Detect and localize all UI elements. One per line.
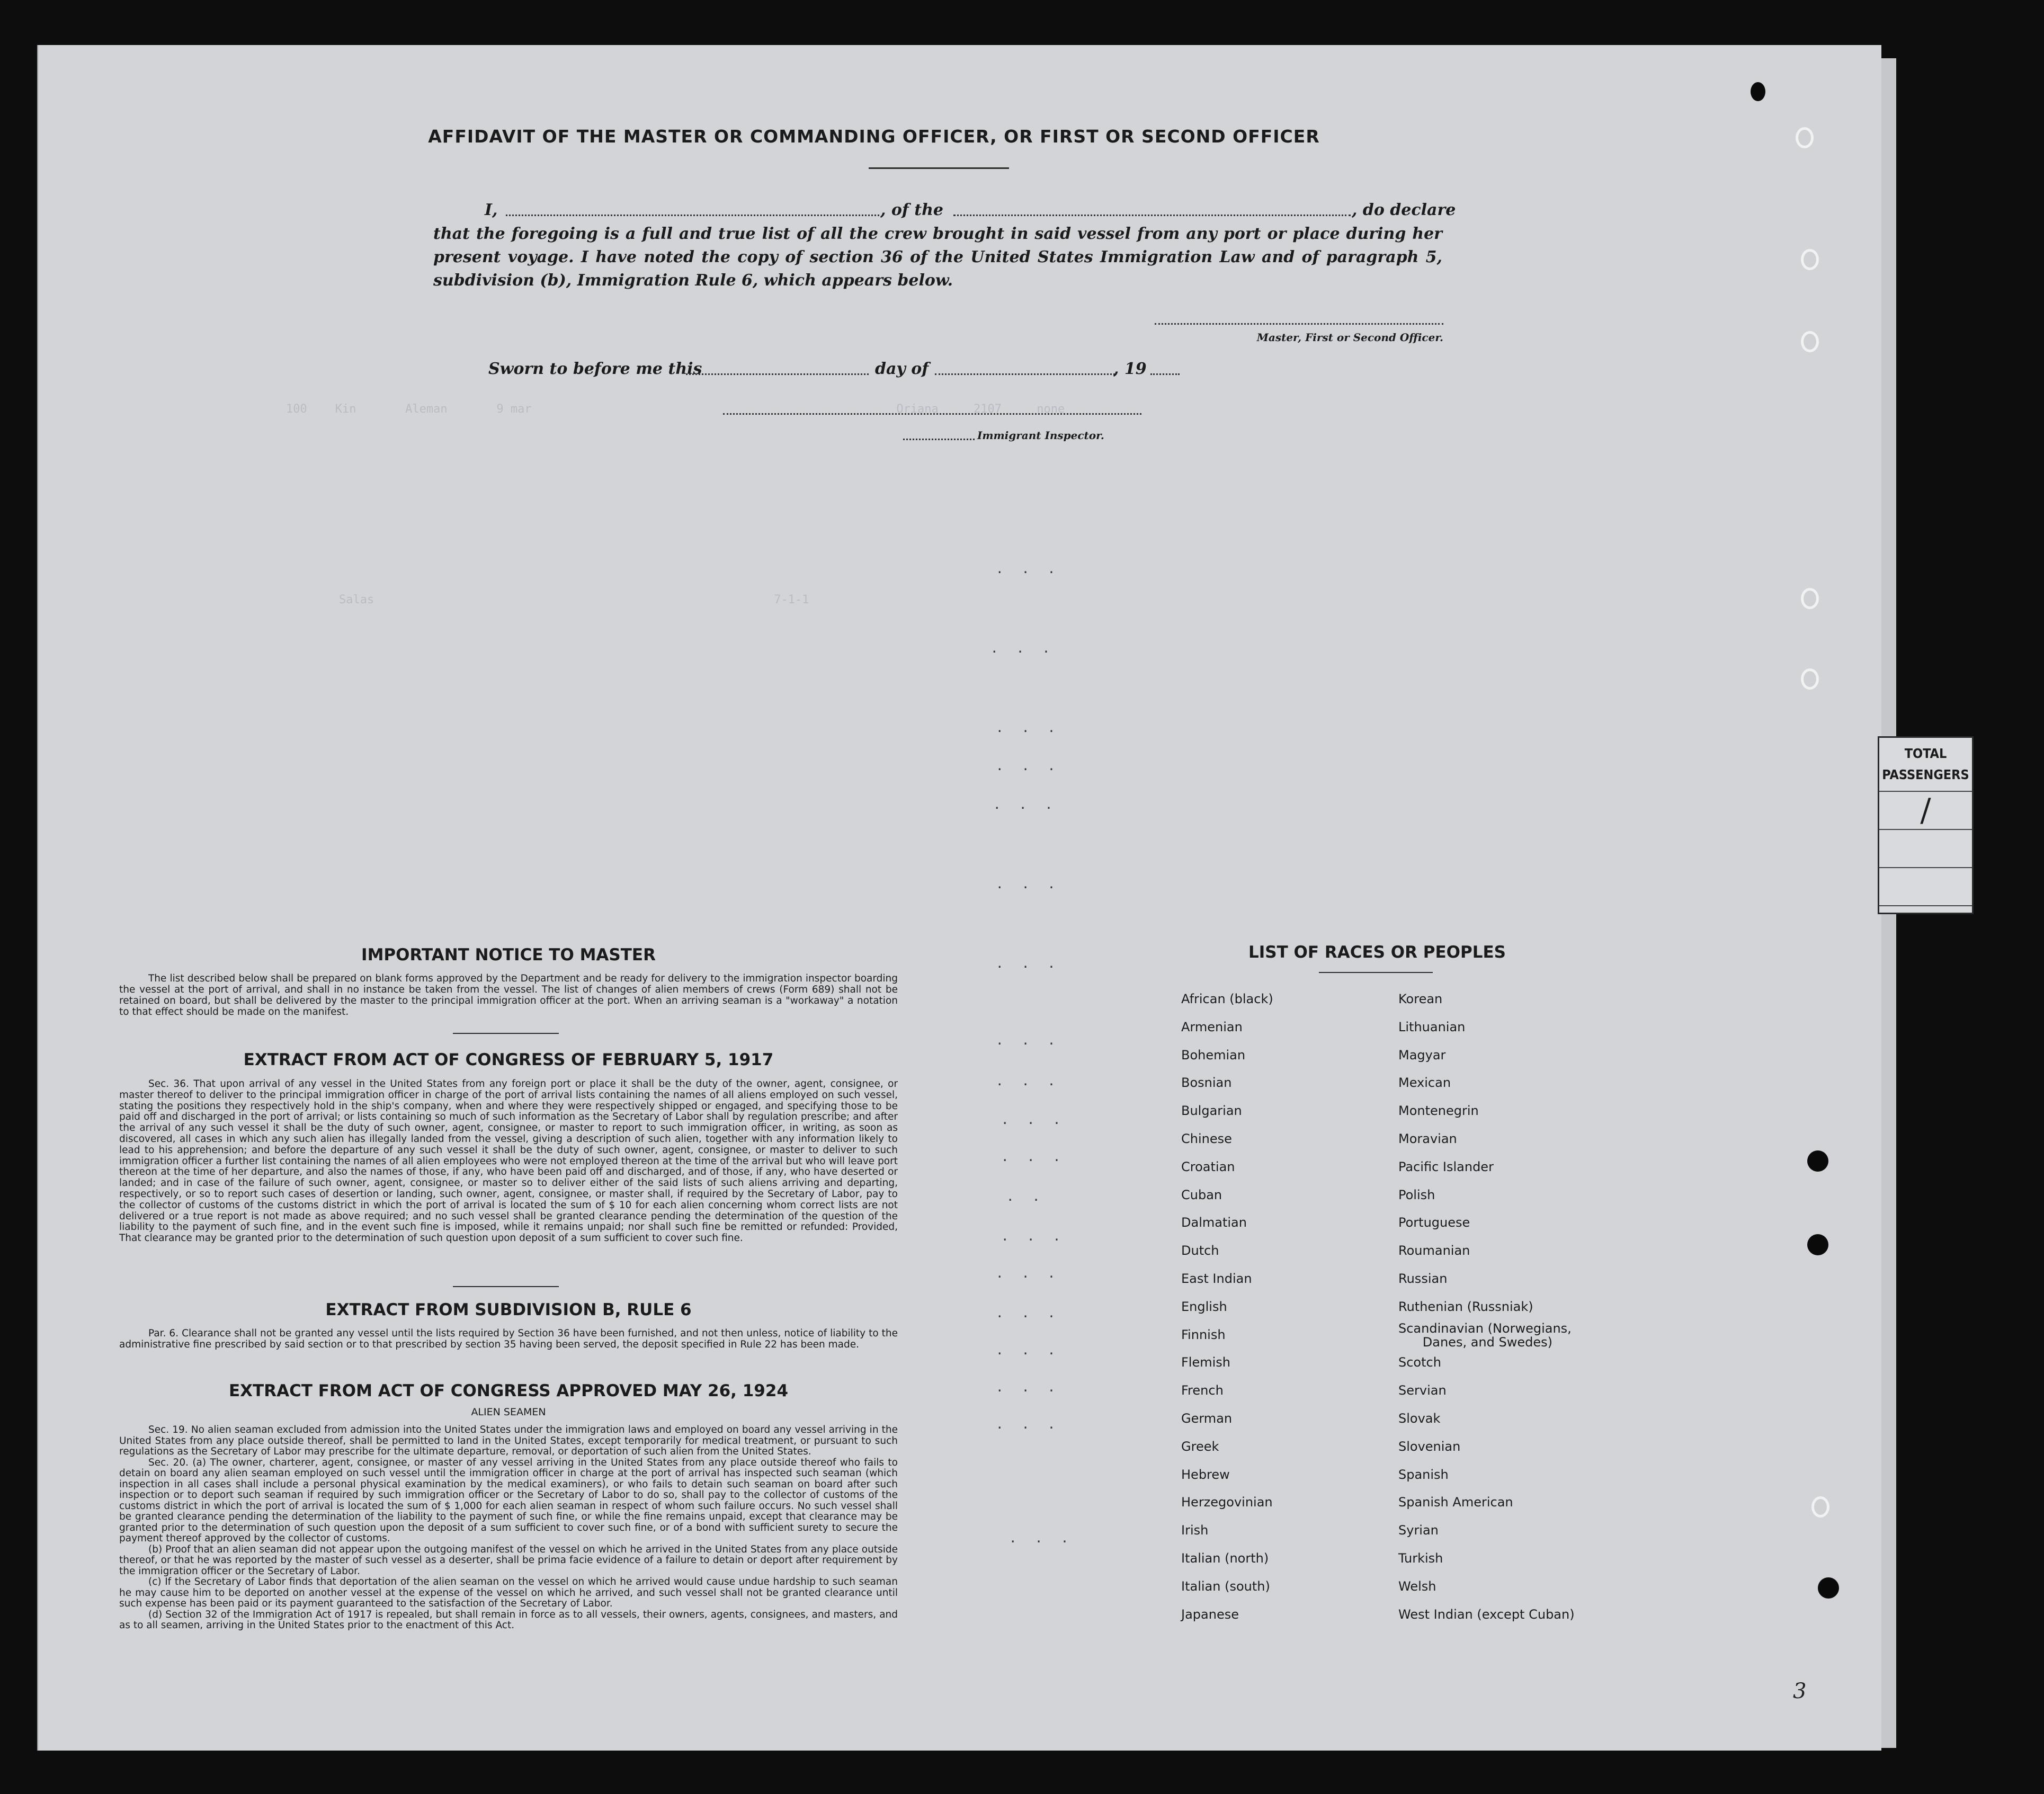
race-item: Roumanian — [1398, 1243, 1470, 1259]
dash-mark: . . . — [993, 797, 1058, 812]
dash-mark: . . . — [996, 956, 1061, 971]
page-number: 3 — [1793, 1679, 1807, 1703]
race-item: Servian — [1398, 1383, 1447, 1398]
race-item: Dutch — [1181, 1243, 1219, 1259]
race-item: Pacific Islander — [1398, 1159, 1494, 1174]
race-item: Polish — [1398, 1187, 1435, 1202]
race-item: Magyar — [1398, 1047, 1446, 1063]
bleed-through: 100 Kin Aleman 9 mar Oriana 2107 none — [286, 403, 1065, 416]
race-item: English — [1181, 1299, 1227, 1314]
section-rule — [453, 1286, 559, 1287]
race-item: Bulgarian — [1181, 1103, 1242, 1119]
race-item: Finnish — [1181, 1327, 1226, 1342]
race-item: Bosnian — [1181, 1075, 1232, 1091]
sec20d-paragraph: (d) Section 32 of the Immigration Act of 1917 is repealed, but shall remain in force as to all vessels, their owners, agents, consignees, and masters, and as to all seamen, arriving in the United States prior to the enactment of this Act. — [119, 1609, 898, 1631]
extract-1924-title: EXTRACT FROM ACT OF CONGRESS APPROVED MAY 26, 1924 — [228, 1381, 789, 1400]
rule6-title: EXTRACT FROM SUBDIVISION B, RULE 6 — [325, 1300, 692, 1319]
races-title: LIST OF RACES OR PEOPLES — [1248, 943, 1506, 962]
tab-cell — [1879, 830, 1972, 868]
binder-hole — [1801, 668, 1819, 690]
vessel-blank[interactable] — [953, 215, 1351, 216]
race-item: French — [1181, 1383, 1224, 1398]
day-of-label: day of — [875, 360, 929, 378]
race-item: Dalmatian — [1181, 1215, 1247, 1230]
extract-1917-body — [119, 1079, 898, 1244]
dash-mark: . . . — [996, 1380, 1061, 1395]
race-item: Italian (south) — [1181, 1578, 1270, 1594]
affidavit-declare: , do declare — [1352, 201, 1456, 219]
race-item: Bohemian — [1181, 1047, 1246, 1063]
race-item: Turkish — [1398, 1551, 1443, 1566]
race-item: Hebrew — [1181, 1467, 1230, 1482]
dash-mark: . . . — [1001, 1112, 1066, 1127]
race-item: Armenian — [1181, 1019, 1243, 1034]
bleed-through: Salas 7-1-1 — [339, 593, 809, 606]
tab-cell: / — [1879, 792, 1972, 830]
affidavit-i: I, — [485, 201, 498, 219]
master-signature-blank[interactable] — [1155, 323, 1443, 325]
dash-mark: . . . — [996, 1074, 1061, 1088]
sworn-label: Sworn to before me this — [488, 360, 702, 378]
dash-mark: . . — [1006, 1189, 1046, 1204]
affidavit-title: AFFIDAVIT OF THE MASTER OR COMMANDING OFFICER, OR FIRST OR SECOND OFFICER — [428, 126, 1320, 147]
name-blank[interactable] — [506, 215, 879, 216]
dash-mark: . . . — [996, 561, 1061, 576]
race-item: Scandinavian (Norwegians, Danes, and Swedes) — [1398, 1320, 1572, 1350]
race-item: Portuguese — [1398, 1215, 1470, 1230]
race-item: Herzegovinian — [1181, 1495, 1273, 1510]
punch-hole — [1807, 1234, 1828, 1255]
race-item: German — [1181, 1411, 1233, 1426]
race-item: Croatian — [1181, 1159, 1235, 1174]
sec20b-paragraph: (b) Proof that an alien seaman did not appear upon the outgoing manifest of the vessel on which he arrived in the United States from any place outside thereof, or that he was reported by the master of such vessel as a deserter, shall be prima facie evidence of a failure to detain or deport after requirement by the immigration officer or the Secretary of Labor. — [119, 1543, 898, 1577]
sec20c-paragraph: (c) If the Secretary of Labor finds that deportation of the alien seaman on the vessel on which he arrived would cause undue hardship to such seaman he may cause him to be deported on another vessel at the expense of the vessel on which he arrived, and such vessel shall not be granted clearance until such expense has been paid or its payment guaranteed to the satisfaction of the Secretary of Labor. — [119, 1576, 898, 1609]
race-item: Spanish — [1398, 1467, 1449, 1482]
race-item: Moravian — [1398, 1131, 1457, 1146]
affidavit-body: that the foregoing is a full and true list of all the crew brought in said vessel from any port or place during her present voyage. I have noted the copy of section 36 of the United States Immigration Law and of paragraph 5, subdivision (b), Immigration Rule 6, which appears below. — [433, 225, 1442, 290]
rule6-paragraph: Par. 6. Clearance shall not be granted any vessel until the lists required by Section 36 have been furnished, and not then unless, notice of liability to the administrative fine prescribed by said section or to that prescribed by section 35 having been served, the deposit specified in Rule 22 has been made. — [119, 1328, 898, 1350]
race-item: Scotch — [1398, 1355, 1441, 1370]
tab-label: TOTAL PASSENGERS — [1879, 738, 1972, 792]
race-item: Welsh — [1398, 1578, 1436, 1594]
sworn-day-blank[interactable] — [686, 373, 869, 375]
race-item: Ruthenian (Russniak) — [1398, 1299, 1533, 1314]
extract-1917-title: EXTRACT FROM ACT OF CONGRESS OF FEBRUARY 5, 1917 — [243, 1050, 774, 1069]
year-blank[interactable] — [1150, 373, 1180, 375]
dash-mark: . . . — [996, 758, 1061, 773]
affidavit-of-the: , of the — [880, 201, 944, 219]
race-item: African (black) — [1181, 992, 1273, 1006]
race-item: Slovak — [1398, 1411, 1441, 1426]
extract-1924-body — [119, 1425, 898, 1631]
binder-hole — [1796, 127, 1814, 148]
race-item: Cuban — [1181, 1187, 1222, 1202]
race-item: Russian — [1398, 1271, 1448, 1286]
extract-1924-subtitle: ALIEN SEAMEN — [471, 1406, 546, 1418]
notice-title: IMPORTANT NOTICE TO MASTER — [361, 945, 656, 965]
sec20a-paragraph: Sec. 20. (a) The owner, charterer, agent, consignee, or master of any vessel arriving in the United States from any place outside thereof who fails to detain on board any alien seaman employed on such vessel until the immigration officer in charge at the port of arrival has inspected such seaman (which inspection in all cases shall include a personal physical examination by the medical examiners), or who fails to detain such seaman on board after such inspection or to deport such seaman if required by such immigration officer or the Secretary of Labor to do so, shall pay to the collector of customs of the customs district in which the port of arrival is located the sum of $ 1,000 for each alien seaman in respect of whom such failure occurs. No such vessel shall be granted clearance pending the determination of the liability to the payment of such fine, or while the fine remains unpaid, except that clearance may be granted prior to the determination of such question upon the deposit of a sum sufficient to cover such fine, or of a bond with sufficient surety to secure the payment thereof approved by the collector of customs. — [119, 1457, 898, 1544]
dash-mark: . . . — [996, 1306, 1061, 1320]
extract-1917-paragraph: Sec. 36. That upon arrival of any vessel in the United States from any foreign port or place it shall be the duty of the owner, agent, consignee, or master thereof to deliver to the principal immigration officer in charge of the port of arrival lists containing the names of all aliens employed on such vessel, stating the positions they respectively hold in the ship's company, when and where they were respectively shipped or engaged, and specifying those to be paid off and discharged in the port of arrival; or lists containing so much of such information as the Secretary of Labor shall by regulation prescribe; and after the arrival of any such vessel it shall be the duty of such owner, agent, consignee, or master to report to such immigration officer, in writing, as soon as discovered, all cases in which any such alien has illegally landed from the vessel, giving a description of such alien, together with any information likely to lead to his apprehension; and before the departure of any such vessel it shall be the duty of such owner, agent, consignee, or master to deliver to such immigration officer a further list containing the names of all alien employees who were not employed thereon at the time of the arrival but who will leave port thereon at the time of her departure, and also the names of those, if any, who have been paid off and discharged, and of those, if any, who have deserted or landed; and in case of the failure of such owner, agent, consignee, or master so to deliver either of the said lists of such aliens arriving and departing, respectively, or so to report such cases of desertion or landing, such owner, agent, consignee, or master shall, if required by the Secretary of Labor, pay to the collector of customs of the customs district in which the port of arrival is located the sum of $ 10 for each alien concerning whom correct lists are not delivered or a true report is not made as above required; and no such vessel shall be granted clearance pending the determination of the question of the liability to the payment of such fine, and in the event such fine is imposed, while it remains unpaid; nor shall such fine be remitted or refunded: Provided, That clearance may be granted prior to the determination of such question upon deposit of a sum sufficient to cover such fine. — [119, 1078, 898, 1244]
month-blank[interactable] — [935, 373, 1115, 375]
race-item: Lithuanian — [1398, 1019, 1466, 1034]
punch-hole — [1751, 82, 1765, 101]
punch-hole — [1818, 1577, 1839, 1599]
race-item: Italian (north) — [1181, 1551, 1269, 1566]
tab-cell — [1879, 868, 1972, 906]
title-rule — [869, 167, 1009, 169]
binder-hole — [1811, 1496, 1829, 1518]
binder-hole — [1801, 249, 1819, 270]
notice-paragraph: The list described below shall be prepared on blank forms approved by the Department and be ready for delivery to the immigration inspector boarding the vessel at the port of arrival, and shall in no instance be taken from the vessel. The list of changes of alien members of crews (Form 689) shall not be retained on board, but shall be delivered by the master to the principal immigration officer at the port. When an arriving seaman is a "workaway" a notation to that effect should be made on the manifest. — [119, 973, 898, 1018]
dash-mark: . . . — [996, 1266, 1061, 1281]
year-label: , 19 — [1113, 360, 1147, 378]
race-item: West Indian (except Cuban) — [1398, 1606, 1575, 1622]
section-rule — [453, 1033, 559, 1034]
race-item: Korean — [1398, 992, 1443, 1006]
inspector-prefix-blank — [903, 439, 975, 440]
race-item: Japanese — [1181, 1606, 1239, 1622]
race-item: Spanish American — [1398, 1495, 1513, 1510]
notice-body — [119, 973, 898, 1018]
race-item: Montenegrin — [1398, 1103, 1479, 1119]
race-item: Syrian — [1398, 1523, 1439, 1538]
dash-mark: . . . — [996, 1343, 1061, 1358]
race-item: Mexican — [1398, 1075, 1451, 1091]
sec19-paragraph: Sec. 19. No alien seaman excluded from admission into the United States under the immigration laws and employed on board any vessel arriving in the United States from any place outside thereof, shall be permitted to land in the United States, except temporarily for medical treatment, or pursuant to such regulations as the Secretary of Labor may prescribe for the ultimate departure, removal, or deportation of such alien from the United States. — [119, 1424, 898, 1457]
dash-mark: . . . — [990, 641, 1056, 656]
races-title-rule — [1319, 972, 1433, 973]
binder-hole — [1801, 588, 1819, 609]
race-item: Irish — [1181, 1523, 1209, 1538]
dash-mark: . . . — [1001, 1149, 1066, 1164]
punch-hole — [1807, 1150, 1828, 1172]
dash-mark: . . . — [996, 877, 1061, 891]
total-passengers-tab — [1878, 736, 1974, 914]
dash-mark: . . . — [1009, 1531, 1074, 1546]
race-item: Flemish — [1181, 1355, 1230, 1370]
race-item: East Indian — [1181, 1271, 1252, 1286]
binder-hole — [1801, 331, 1819, 352]
race-item: Greek — [1181, 1439, 1219, 1454]
inspector-signature-blank[interactable] — [723, 413, 1141, 415]
race-item: Chinese — [1181, 1131, 1232, 1146]
dash-mark: . . . — [996, 1033, 1061, 1048]
race-item: Slovenian — [1398, 1439, 1461, 1454]
dash-mark: . . . — [1001, 1229, 1066, 1244]
rule6-body — [119, 1328, 898, 1350]
master-caption: Master, First or Second Officer. — [1256, 331, 1443, 344]
dash-mark: . . . — [996, 1417, 1061, 1432]
inspector-caption: Immigrant Inspector. — [977, 429, 1104, 442]
dash-mark: . . . — [996, 720, 1061, 735]
